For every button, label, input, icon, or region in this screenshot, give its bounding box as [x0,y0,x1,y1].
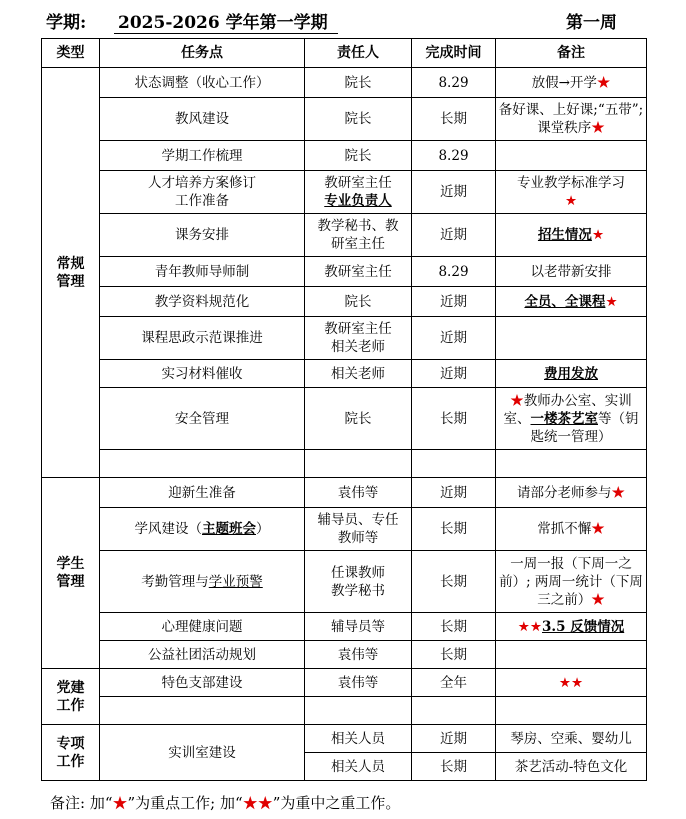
week-label: 第一周 [566,13,617,33]
owner-cell: 教研室主任 [305,257,412,287]
star-icon: ★ [605,293,618,310]
task-cell: 课务安排 [100,214,305,257]
note-cell [496,669,647,697]
term-header [46,6,646,32]
table-row [42,68,647,98]
star-icon: ★ [112,794,128,812]
task-cell: 公益社团活动规划 [100,641,305,669]
time-cell: 8.29 [412,257,496,287]
table-row [42,551,647,613]
time-cell: 长期 [412,551,496,613]
note-cell: 请部分老师参与★ [496,478,647,508]
task-cell: 特色支部建设 [100,669,305,697]
owner-cell: 相关人员 [305,753,412,781]
table-header-row [42,39,647,68]
task-cell: 课程思政示范课推进 [100,317,305,360]
owner-cell: 教研室主任 相关老师 [305,317,412,360]
table-row [42,725,647,753]
owner-cell: 袁伟等 [305,641,412,669]
task-cell: 心理健康问题 [100,613,305,641]
star-icon: ★ [564,193,578,209]
table-row [42,360,647,388]
table-row [42,287,647,317]
note-cell: 琴房、空乘、婴幼儿 [496,725,647,753]
table-row [42,98,647,141]
owner-cell: 院长 [305,287,412,317]
term-label: 学期: [46,13,87,33]
table-row-empty [42,697,647,725]
table-row [42,214,647,257]
time-cell: 全年 [412,669,496,697]
table-row [42,317,647,360]
task-cell: 学风建设（主题班会） [100,508,305,551]
star-icon: ★ [591,227,605,243]
note-cell: 专业教学标准学习 ★ [496,171,647,214]
owner-cell: 教学秘书、教 研室主任 [305,214,412,257]
time-cell: 近期 [412,725,496,753]
table-row [42,478,647,508]
note-cell: 费用发放 [496,360,647,388]
task-cell: 实习材料催收 [100,360,305,388]
time-cell: 长期 [412,641,496,669]
note-cell [496,141,647,171]
table-row [42,669,647,697]
footer-note: 备注: 加“★”为重点工作; 加“★★”为重中之重工作。 [50,794,401,812]
time-cell: 8.29 [412,68,496,98]
time-cell: 长期 [412,613,496,641]
star-icon: ★ [591,521,605,537]
task-cell: 状态调整（收心工作） [100,68,305,98]
note-cell [496,641,647,669]
note-cell: ★教师办公室、实训室、一楼茶艺室等（钥匙统一管理） [496,388,647,450]
time-cell: 近期 [412,317,496,360]
owner-cell: 辅导员、专任 教师等 [305,508,412,551]
double-star-icon: ★★ [242,794,273,812]
owner-cell: 辅导员等 [305,613,412,641]
table-row [42,257,647,287]
note-cell: 茶艺活动-特色文化 [496,753,647,781]
note-cell: 放假→开学★ [496,68,647,98]
star-icon: ★ [591,120,605,136]
term-value: 2025-2026 学年第一学期 [114,8,338,34]
star-icon: ★ [596,74,611,91]
time-cell: 长期 [412,388,496,450]
time-cell: 长期 [412,98,496,141]
star-icon: ★ [611,484,625,501]
owner-cell: 院长 [305,68,412,98]
col-task: 任务点 [100,39,305,68]
note-cell: 以老带新安排 [496,257,647,287]
time-cell: 近期 [412,478,496,508]
task-cell: 学期工作梳理 [100,141,305,171]
owner-cell: 相关老师 [305,360,412,388]
owner-cell: 教研室主任 专业负责人 [305,171,412,214]
col-note: 备注 [496,39,647,68]
time-cell: 近期 [412,214,496,257]
category-student: 学生管理 [42,478,100,669]
task-cell: 考勤管理与学业预警 [100,551,305,613]
col-type: 类型 [42,39,100,68]
task-cell: 人才培养方案修订 工作准备 [100,171,305,214]
category-routine: 常规管理 [42,68,100,478]
note-cell [496,317,647,360]
owner-cell: 相关人员 [305,725,412,753]
task-cell: 青年教师导师制 [100,257,305,287]
table-row [42,141,647,171]
category-special: 专项工作 [42,725,100,781]
task-cell: 安全管理 [100,388,305,450]
time-cell: 近期 [412,171,496,214]
owner-cell: 院长 [305,388,412,450]
note-cell: 全员、全课程★ [496,287,647,317]
double-star-icon: ★★ [517,618,543,635]
note-cell: ★★3.5 反馈情况 [496,613,647,641]
task-cell: 教学资料规范化 [100,287,305,317]
note-cell: 一周一报（下周一之前）; 两周一统计（下周三之前）★ [496,551,647,613]
owner-cell: 任课教师 教学秘书 [305,551,412,613]
double-star-icon: ★★ [558,674,584,691]
time-cell: 8.29 [412,141,496,171]
task-cell: 迎新生准备 [100,478,305,508]
note-cell: 备好课、上好课;“五带”; 课堂秩序★ [496,98,647,141]
table-row [42,508,647,551]
star-icon: ★ [510,392,524,409]
table-row [42,171,647,214]
note-cell: 常抓不懈★ [496,508,647,551]
time-cell: 长期 [412,508,496,551]
time-cell: 近期 [412,287,496,317]
table-row-empty [42,450,647,478]
table-row [42,641,647,669]
owner-cell: 院长 [305,141,412,171]
col-time: 完成时间 [412,39,496,68]
work-plan-table [41,38,647,781]
task-cell: 实训室建设 [100,725,305,781]
category-party: 党建工作 [42,669,100,725]
star-icon: ★ [591,591,605,608]
table-row [42,613,647,641]
task-cell: 教风建设 [100,98,305,141]
time-cell: 长期 [412,753,496,781]
time-cell: 近期 [412,360,496,388]
note-cell: 招生情况★ [496,214,647,257]
owner-cell: 院长 [305,98,412,141]
owner-cell: 袁伟等 [305,478,412,508]
table-row [42,388,647,450]
col-owner: 责任人 [305,39,412,68]
owner-cell: 袁伟等 [305,669,412,697]
